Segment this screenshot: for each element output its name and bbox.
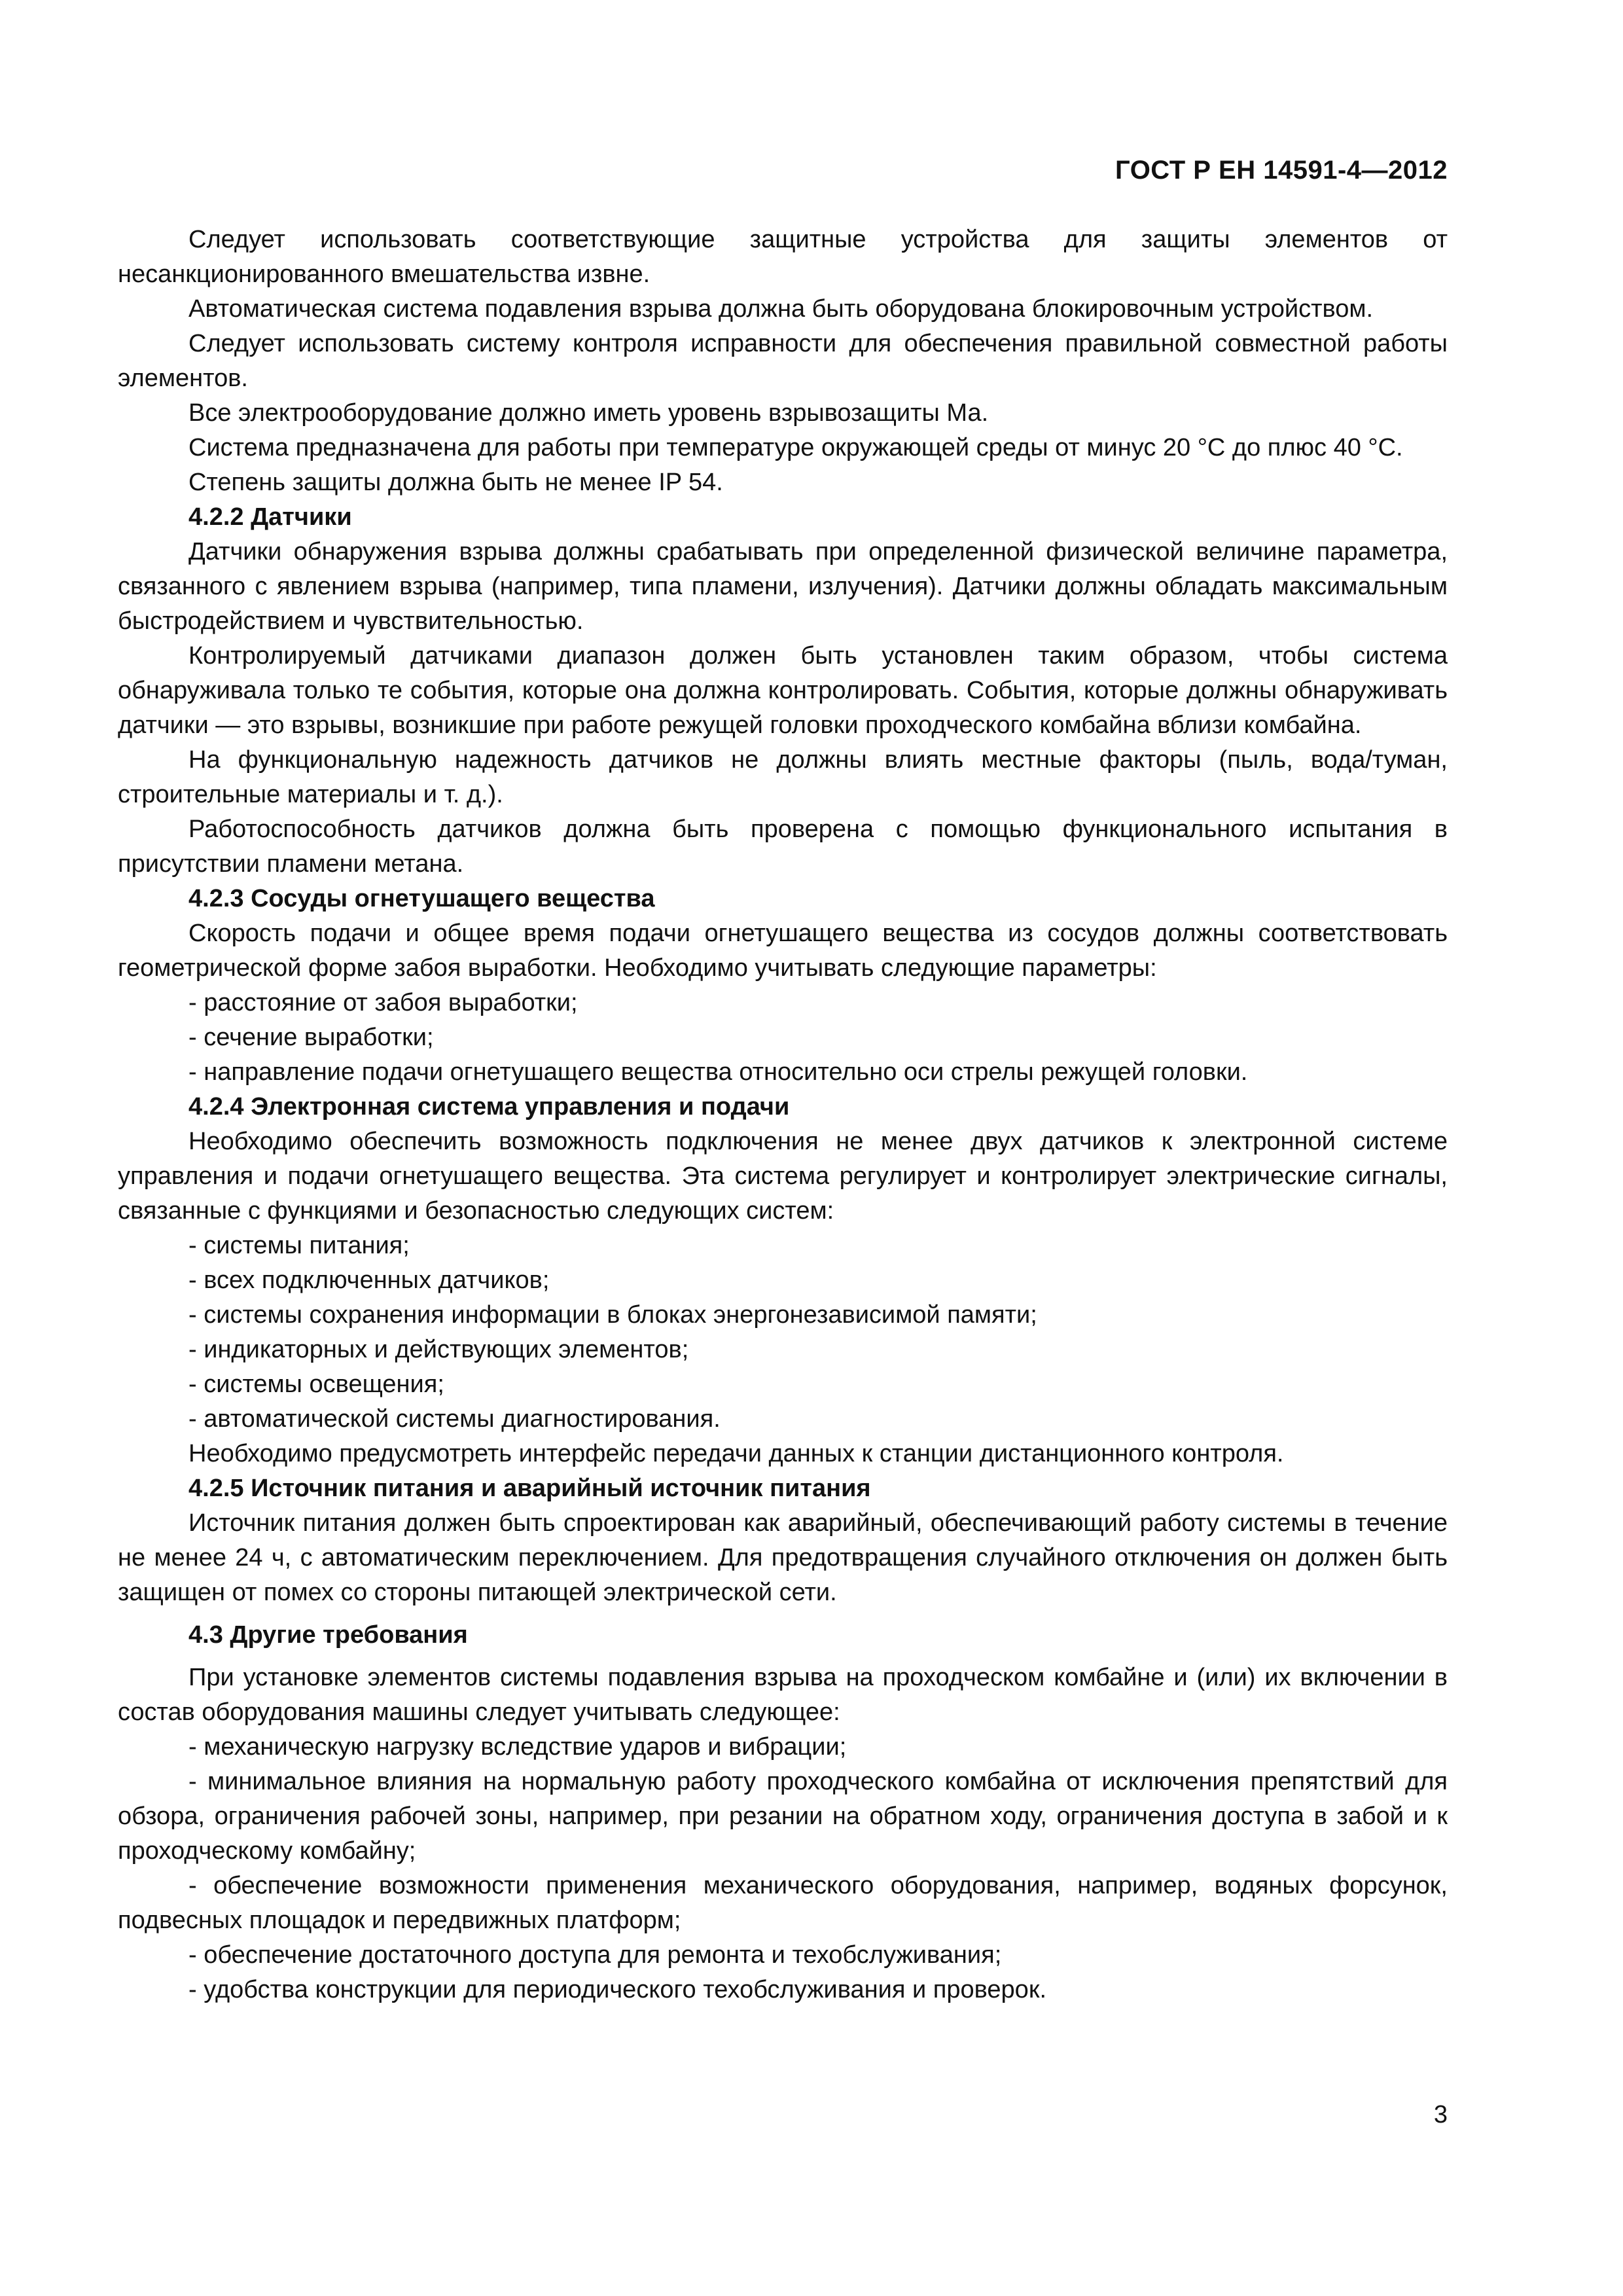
list-item: - обеспечение достаточного доступа для ремонта и техобслуживания; (188, 1941, 1002, 1969)
list-item: - удобства конструкции для периодического техобслуживания и проверок. (188, 1976, 1046, 2003)
section-heading-4-2-3: 4.2.3 Сосуды огнетушащего вещества (188, 885, 655, 912)
document-body (118, 223, 1448, 2007)
section-heading-4-3: 4.3 Другие требования (188, 1621, 468, 1649)
paragraph: Датчики обнаружения взрыва должны срабатывать при определенной физической величине параметра, связанного с явлением взрыва (например, типа пламени, излучения). Датчики должны обладать максимальным быстродействием и чувствительностью. (118, 538, 1448, 635)
paragraph: При установке элементов системы подавления взрыва на проходческом комбайне и (или) их включении в состав оборудования машины следует учитывать следующее: (118, 1664, 1448, 1726)
paragraph: Источник питания должен быть спроектирован как аварийный, обеспечивающий работу системы в течение не менее 24 ч, с автоматическим переключением. Для предотвращения случайного отключения он должен быть защищен от помех со стороны питающей электрической сети. (118, 1509, 1448, 1606)
list-item: - механическую нагрузку вследствие ударов и вибрации; (188, 1733, 847, 1761)
paragraph: Все электрооборудование должно иметь уровень взрывозащиты Ма. (188, 399, 989, 427)
section-heading-4-2-2: 4.2.2 Датчики (188, 503, 352, 531)
paragraph: Работоспособность датчиков должна быть проверена с помощью функционального испытания в присутствии пламени метана. (118, 816, 1448, 878)
paragraph: Автоматическая система подавления взрыва должна быть оборудована блокировочным устройством. (188, 295, 1374, 323)
page-number: 3 (1433, 2101, 1448, 2128)
list-item: - системы освещения; (188, 1371, 444, 1398)
section-heading-4-2-4: 4.2.4 Электронная система управления и подачи (188, 1093, 790, 1121)
paragraph: Необходимо обеспечить возможность подключения не менее двух датчиков к электронной системе управления и подачи огнетушащего вещества. Эта система регулирует и контролирует электрические сигналы, связанные с функциями и безопасностью следующих систем: (118, 1128, 1448, 1225)
list-item: - системы питания; (188, 1232, 410, 1259)
list-item: - всех подключенных датчиков; (188, 1266, 550, 1294)
paragraph: Система предназначена для работы при температуре окружающей среды от минус 20 °С до плюс 40 °С. (188, 434, 1403, 461)
list-item: - автоматической системы диагностирования. (188, 1405, 721, 1433)
section-heading-4-2-5: 4.2.5 Источник питания и аварийный источник питания (188, 1475, 871, 1502)
document-header: ГОСТ Р ЕН 14591-4—2012 (1115, 156, 1448, 185)
list-item: - сечение выработки; (188, 1024, 434, 1051)
paragraph: На функциональную надежность датчиков не должны влиять местные факторы (пыль, вода/туман, строительные материалы и т. д.). (118, 746, 1448, 808)
paragraph: Контролируемый датчиками диапазон должен быть установлен таким образом, чтобы система обнаруживала только те события, которые она должна контролировать. События, которые должны обнаруживать датчики — это взрывы, возникшие при работе режущей головки проходческого комбайна вблизи комбайна. (118, 642, 1448, 739)
paragraph: Степень защиты должна быть не менее IP 54. (188, 469, 723, 496)
list-item: - направление подачи огнетушащего вещества относительно оси стрелы режущей головки. (188, 1058, 1248, 1086)
list-item: - минимальное влияния на нормальную работу проходческого комбайна от исключения препятствий для обзора, ограничения рабочей зоны, например, при резании на обратном ходу, ограничения доступа в забой и к проходческому комбайну; (118, 1768, 1448, 1865)
list-item: - обеспечение возможности применения механического оборудования, например, водяных форсунок, подвесных площадок и передвижных платформ; (118, 1872, 1448, 1934)
list-item: - системы сохранения информации в блоках энергонезависимой памяти; (188, 1301, 1037, 1329)
list-item: - индикаторных и действующих элементов; (188, 1336, 689, 1363)
paragraph: Следует использовать соответствующие защитные устройства для защиты элементов от несанкционированного вмешательства извне. (118, 226, 1448, 288)
paragraph: Следует использовать систему контроля исправности для обеспечения правильной совместной работы элементов. (118, 330, 1448, 392)
paragraph: Необходимо предусмотреть интерфейс передачи данных к станции дистанционного контроля. (188, 1440, 1284, 1467)
paragraph: Скорость подачи и общее время подачи огнетушащего вещества из сосудов должны соответствовать геометрической форме забоя выработки. Необходимо учитывать следующие параметры: (118, 920, 1448, 982)
list-item: - расстояние от забоя выработки; (188, 989, 578, 1016)
